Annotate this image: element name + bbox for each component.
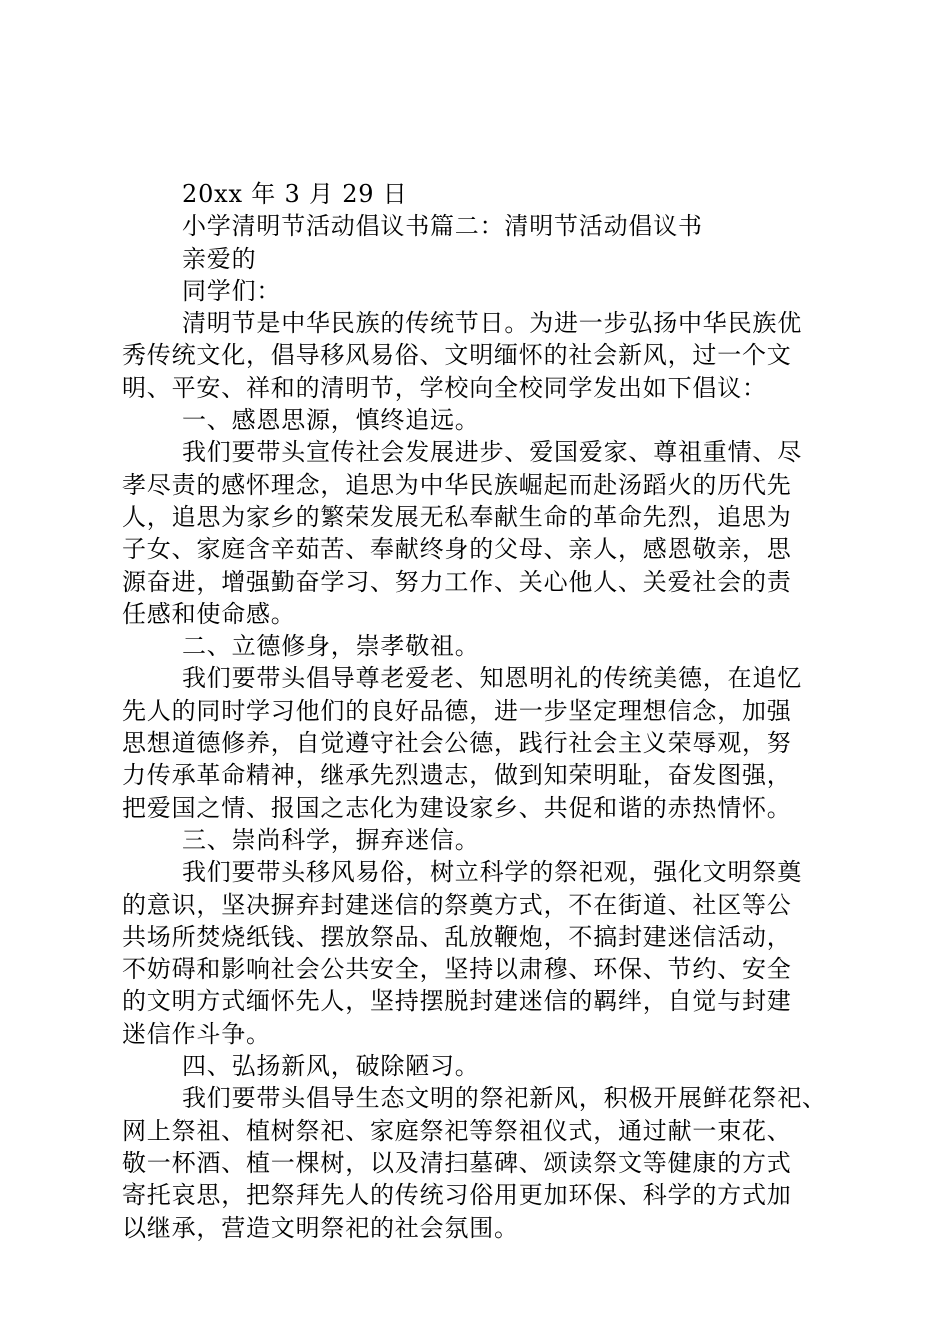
text-line: 把爱国之情、报国之志化为建设家乡、共促和谐的赤热情怀。 <box>122 793 792 822</box>
document-body <box>122 178 834 1244</box>
text-line: 我们要带头移风易俗，树立科学的祭祀观，强化文明祭奠 <box>182 858 802 887</box>
text-line: 网上祭祖、植树祭祀、家庭祭祀等祭祖仪式，通过献一束花、 <box>122 1116 792 1145</box>
text-line: 共场所焚烧纸钱、摆放祭品、乱放鞭炮，不搞封建迷信活动， <box>122 922 792 951</box>
text-line: 的意识，坚决摒弃封建迷信的祭奠方式，不在街道、社区等公 <box>122 890 792 919</box>
text-line: 二、立德修身，崇孝敬祖。 <box>182 632 480 661</box>
text-line: 四、弘扬新风，破除陋习。 <box>182 1052 480 1081</box>
text-line: 以继承，营造文明祭祀的社会氛围。 <box>122 1213 519 1242</box>
text-line: 我们要带头宣传社会发展进步、爱国爱家、尊祖重情、尽 <box>182 438 802 467</box>
text-line: 三、崇尚科学，摒弃迷信。 <box>182 825 480 854</box>
text-line: 寄托哀思，把祭拜先人的传统习俗用更加环保、科学的方式加 <box>122 1181 792 1210</box>
text-line: 思想道德修养，自觉遵守社会公德，践行社会主义荣辱观，努 <box>122 729 792 758</box>
text-line: 力传承革命精神，继承先烈遗志，做到知荣明耻，奋发图强， <box>122 761 792 790</box>
text-line: 子女、家庭含辛茹苦、奉献终身的父母、亲人，感恩敬亲，思 <box>122 535 792 564</box>
text-line: 人，追思为家乡的繁荣发展无私奉献生命的革命先烈，追思为 <box>122 502 792 531</box>
text-line: 我们要带头倡导生态文明的祭祀新风，积极开展鲜花祭祀、 <box>182 1084 827 1113</box>
text-line: 的文明方式缅怀先人，坚持摆脱封建迷信的羁绊，自觉与封建 <box>122 987 792 1016</box>
text-line: 孝尽责的感怀理念，追思为中华民族崛起而赴汤蹈火的历代先 <box>122 470 792 499</box>
text-line: 同学们： <box>182 276 282 305</box>
text-line: 任感和使命感。 <box>122 599 296 628</box>
text-line: 秀传统文化，倡导移风易俗、文明缅怀的社会新风，过一个文 <box>122 341 792 370</box>
text-line: 迷信作斗争。 <box>122 1019 271 1048</box>
text-line: 先人的同时学习他们的良好品德，进一步坚定理想信念，加强 <box>122 696 792 725</box>
text-line: 小学清明节活动倡议书篇二：清明节活动倡议书 <box>182 212 703 241</box>
text-line: 明、平安、祥和的清明节，学校向全校同学发出如下倡议： <box>122 373 767 402</box>
text-line: 一、感恩思源，慎终追远。 <box>182 406 480 435</box>
text-line: 不妨碍和影响社会公共安全，坚持以肃穆、环保、节约、安全 <box>122 955 792 984</box>
text-line: 20xx 年 3 月 29 日 <box>182 180 408 208</box>
text-line: 亲爱的 <box>182 244 257 273</box>
text-line: 清明节是中华民族的传统节日。为进一步弘扬中华民族优 <box>182 309 802 338</box>
text-line: 源奋进，增强勤奋学习、努力工作、关心他人、关爱社会的责 <box>122 567 792 596</box>
text-line: 敬一杯酒、植一棵树，以及清扫墓碑、颂读祭文等健康的方式 <box>122 1148 792 1177</box>
text-line: 我们要带头倡导尊老爱老、知恩明礼的传统美德，在追忆 <box>182 664 802 693</box>
